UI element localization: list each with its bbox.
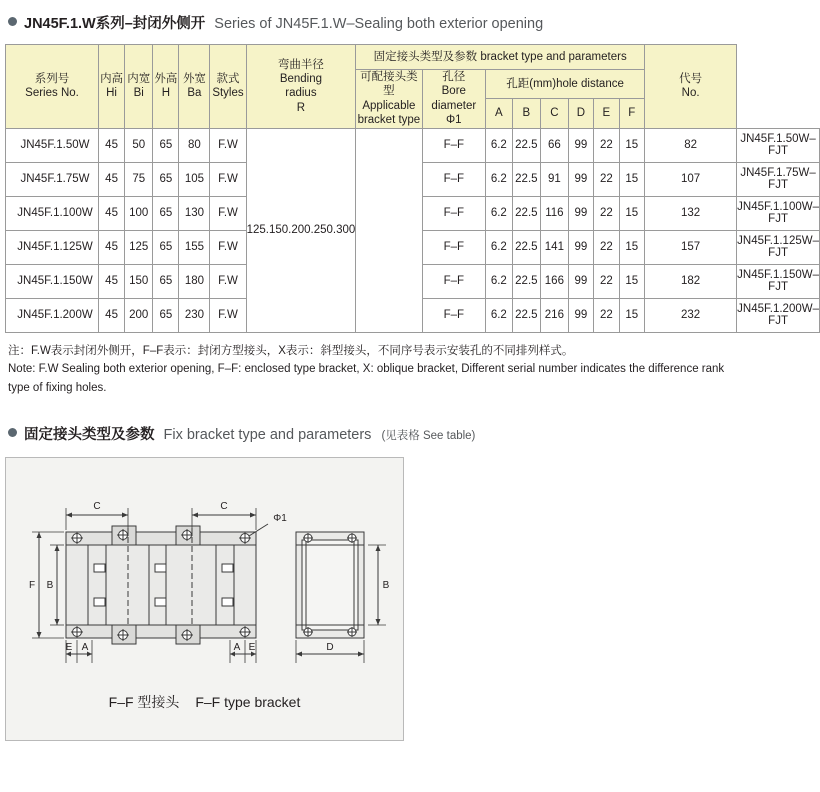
header-col-b: B (512, 99, 541, 128)
cell-e: 15 (619, 298, 644, 332)
label-d: D (326, 642, 334, 654)
cell-h: 65 (153, 230, 179, 264)
header-col-f: F (619, 99, 644, 128)
cell-h: 65 (153, 196, 179, 230)
cell-c: 99 (568, 162, 593, 196)
cell-bi: 150 (125, 264, 153, 298)
drawing-caption (6, 692, 403, 712)
cell-bracket: F–F (422, 298, 486, 332)
header-styles: 款式 Styles (210, 45, 246, 129)
bracket-heading-note: (见表格 See table) (381, 430, 476, 443)
bracket-heading-cn: 固定接头类型及参数 (24, 427, 155, 444)
cell-hi: 45 (99, 162, 125, 196)
cell-b: 216 (541, 298, 569, 332)
bracket-drawing-panel (5, 457, 404, 741)
cell-series: JN45F.1.150W (6, 264, 99, 298)
cell-a: 22.5 (512, 264, 541, 298)
cell-bi: 200 (125, 298, 153, 332)
note-line-en-1: Note: F.W Sealing both exterior opening, F–F: enclosed type bracket, X: oblique bracket, Different serial number indicates the difference rank (8, 363, 725, 376)
cell-f: 157 (645, 230, 737, 264)
series-section-heading (0, 12, 820, 33)
cell-a: 22.5 (512, 162, 541, 196)
cell-bore: 6.2 (486, 162, 513, 196)
header-col-d: D (568, 99, 593, 128)
cell-hi: 45 (99, 264, 125, 298)
cell-a: 22.5 (512, 196, 541, 230)
cell-bore: 6.2 (486, 298, 513, 332)
cell-b: 116 (541, 196, 569, 230)
cell-series: JN45F.1.75W (6, 162, 99, 196)
spec-table (5, 44, 820, 333)
header-bi: 内宽 Bi (125, 45, 153, 129)
label-phi1: Φ1 (273, 513, 287, 525)
cell-series: JN45F.1.100W (6, 196, 99, 230)
cell-applicable-blank (356, 128, 422, 332)
header-bracket-group: 固定接头类型及参数 bracket type and parameters (356, 45, 645, 70)
label-e-right: E (248, 642, 256, 654)
cell-bore: 6.2 (486, 264, 513, 298)
cell-bi: 100 (125, 196, 153, 230)
cell-c: 99 (568, 196, 593, 230)
header-hi: 内高 Hi (99, 45, 125, 129)
cell-no: JN45F.1.200W–FJT (737, 298, 820, 332)
cell-bi: 50 (125, 128, 153, 162)
bullet-icon (8, 428, 17, 437)
cell-no: JN45F.1.100W–FJT (737, 196, 820, 230)
cell-no: JN45F.1.150W–FJT (737, 264, 820, 298)
drawing-caption-en: F–F type bracket (195, 694, 301, 711)
header-no: 代号 No. (645, 45, 737, 129)
cell-e: 15 (619, 128, 644, 162)
cell-d: 22 (594, 162, 619, 196)
cell-no: JN45F.1.75W–FJT (737, 162, 820, 196)
header-col-c: C (541, 99, 569, 128)
cell-e: 15 (619, 264, 644, 298)
note-line-cn: 注：F.W表示封闭外侧开，F–F表示：封闭方型接头，X表示：斜型接头，不同序号表示安装孔的不同排列样式。 (8, 344, 574, 357)
cell-bi: 75 (125, 162, 153, 196)
cell-bore: 6.2 (486, 230, 513, 264)
cell-d: 22 (594, 128, 619, 162)
cell-f: 232 (645, 298, 737, 332)
cell-styles: F.W (210, 162, 246, 196)
spec-table-wrap (0, 44, 820, 333)
cell-no: JN45F.1.125W–FJT (737, 230, 820, 264)
bracket-heading-en: Fix bracket type and parameters (163, 427, 372, 444)
cell-h: 65 (153, 162, 179, 196)
cell-h: 65 (153, 298, 179, 332)
cell-a: 22.5 (512, 128, 541, 162)
cell-e: 15 (619, 162, 644, 196)
cell-h: 65 (153, 264, 179, 298)
label-a-left: A (81, 642, 89, 654)
label-a-right: A (233, 642, 241, 654)
cell-c: 99 (568, 298, 593, 332)
cell-hi: 45 (99, 128, 125, 162)
cell-hi: 45 (99, 196, 125, 230)
label-b-right: B (382, 580, 390, 592)
header-series: 系列号 Series No. (6, 45, 99, 129)
header-applicable-bracket: 可配接头类型 Applicable bracket type (357, 71, 421, 127)
header-bending-radius: 弯曲半径 Bending radius R (246, 45, 356, 129)
cell-ba: 155 (179, 230, 210, 264)
cell-c: 99 (568, 264, 593, 298)
cell-f: 132 (645, 196, 737, 230)
header-ba: 外宽 Ba (179, 45, 210, 129)
cell-e: 15 (619, 230, 644, 264)
cell-bracket: F–F (422, 230, 486, 264)
cell-bore: 6.2 (486, 196, 513, 230)
cell-b: 66 (541, 128, 569, 162)
cell-d: 22 (594, 264, 619, 298)
header-h: 外高 H (153, 45, 179, 129)
cell-c: 99 (568, 128, 593, 162)
note-line-en-2: type of fixing holes. (8, 382, 107, 395)
cell-ba: 105 (179, 162, 210, 196)
cell-styles: F.W (210, 196, 246, 230)
cell-b: 141 (541, 230, 569, 264)
cell-styles: F.W (210, 264, 246, 298)
cell-ba: 180 (179, 264, 210, 298)
table-header-row-1 (6, 45, 820, 70)
series-heading-cn: JN45F.1.W系列–封闭外侧开 (24, 16, 206, 32)
label-c-right: C (220, 501, 228, 513)
cell-ba: 230 (179, 298, 210, 332)
label-c-left: C (93, 501, 101, 513)
cell-d: 22 (594, 196, 619, 230)
cell-e: 15 (619, 196, 644, 230)
cell-no: JN45F.1.50W–FJT (737, 128, 820, 162)
cell-a: 22.5 (512, 230, 541, 264)
cell-d: 22 (594, 230, 619, 264)
cell-b: 91 (541, 162, 569, 196)
label-b-left: B (46, 580, 54, 592)
table-row (6, 128, 820, 162)
cell-series: JN45F.1.200W (6, 298, 99, 332)
cell-styles: F.W (210, 230, 246, 264)
series-heading-en: Series of JN45F.1.W–Sealing both exterior opening (214, 16, 544, 32)
cell-f: 182 (645, 264, 737, 298)
cell-f: 107 (645, 162, 737, 196)
drawing-caption-cn: F–F 型接头 (108, 694, 180, 711)
cell-bracket: F–F (422, 264, 486, 298)
notes-block (0, 342, 818, 399)
cell-ba: 80 (179, 128, 210, 162)
cell-hi: 45 (99, 298, 125, 332)
bullet-icon (8, 17, 17, 26)
cell-series: JN45F.1.125W (6, 230, 99, 264)
cell-styles: F.W (210, 298, 246, 332)
label-f: F (28, 580, 36, 592)
cell-styles: F.W (210, 128, 246, 162)
header-bore-diameter: 孔径 Bore diameter Φ1 (422, 70, 486, 129)
cell-b: 166 (541, 264, 569, 298)
cell-d: 22 (594, 298, 619, 332)
cell-ba: 130 (179, 196, 210, 230)
header-col-e: E (594, 99, 619, 128)
cell-a: 22.5 (512, 298, 541, 332)
cell-bracket: F–F (422, 196, 486, 230)
cell-hi: 45 (99, 230, 125, 264)
cell-bi: 125 (125, 230, 153, 264)
label-e-left: E (65, 642, 73, 654)
cell-bracket: F–F (422, 162, 486, 196)
cell-bracket: F–F (422, 128, 486, 162)
bracket-section-heading (0, 423, 820, 444)
header-col-a: A (486, 99, 513, 128)
header-hole-distance: 孔距(mm)hole distance (486, 70, 645, 99)
cell-bending-radius: 125.150.200.250.300 (246, 128, 356, 332)
cell-f: 82 (645, 128, 737, 162)
cell-series: JN45F.1.50W (6, 128, 99, 162)
cell-bore: 6.2 (486, 128, 513, 162)
cell-c: 99 (568, 230, 593, 264)
cell-h: 65 (153, 128, 179, 162)
